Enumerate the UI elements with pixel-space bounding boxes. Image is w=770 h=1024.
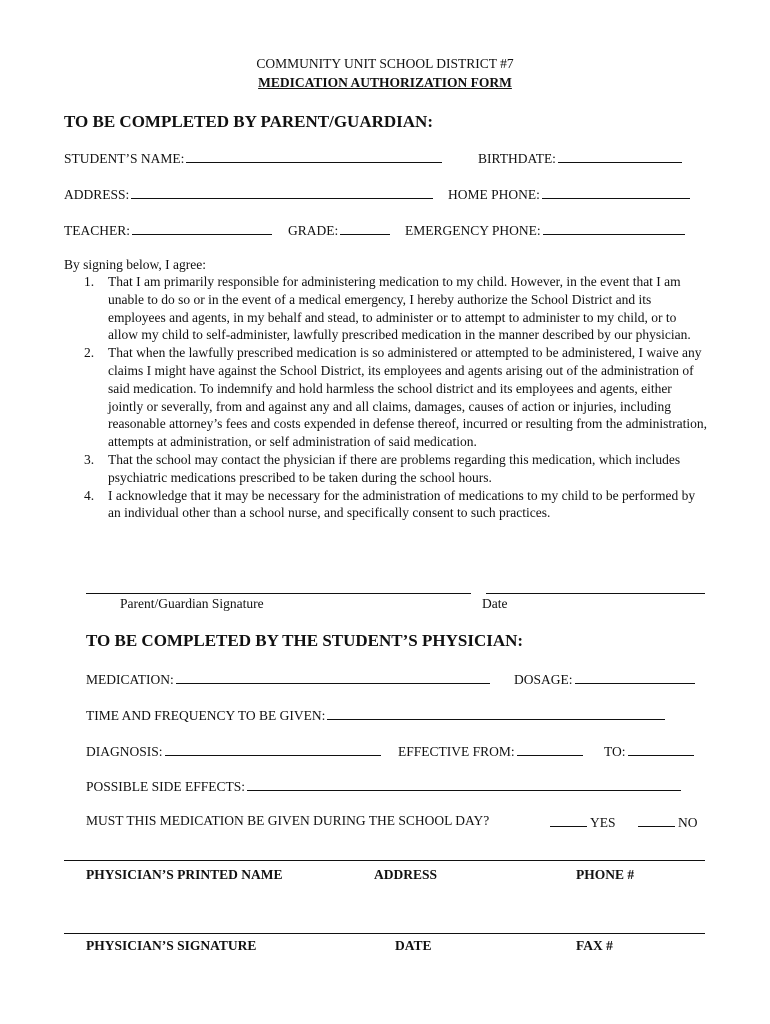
teacher-label: TEACHER: (64, 223, 130, 238)
emergency-phone-field[interactable] (543, 221, 685, 235)
side-effects-label: POSSIBLE SIDE EFFECTS: (86, 779, 246, 794)
diagnosis-field[interactable] (165, 742, 381, 756)
dosage-label: DOSAGE: (514, 672, 573, 687)
teacher-field[interactable] (132, 221, 272, 235)
emergency-phone-label: EMERGENCY PHONE: (405, 223, 541, 238)
home-phone-row (448, 185, 693, 203)
agreement-item (84, 344, 708, 451)
agreement-item (84, 273, 708, 344)
grade-field[interactable] (340, 221, 390, 235)
physician-phone-label: PHONE # (576, 867, 635, 882)
parent-date-line[interactable] (486, 593, 705, 594)
address-row (64, 185, 436, 203)
no-option (636, 813, 698, 831)
yes-label: YES (590, 815, 616, 830)
dosage-row (514, 670, 698, 688)
address-field[interactable] (131, 185, 433, 199)
side-effects-row (86, 777, 684, 795)
time-frequency-row (86, 706, 668, 724)
time-frequency-label: TIME AND FREQUENCY TO BE GIVEN: (86, 708, 326, 723)
emergency-phone-row (405, 221, 688, 239)
yes-field[interactable] (550, 813, 587, 827)
time-frequency-field[interactable] (327, 706, 665, 720)
home-phone-field[interactable] (542, 185, 690, 199)
yes-option (548, 813, 616, 831)
physician-fax-label: FAX # (576, 938, 613, 953)
physician-signature-divider (64, 933, 705, 934)
student-name-row (64, 149, 445, 167)
no-label: NO (678, 815, 698, 830)
effective-to-label: TO: (604, 744, 626, 759)
birthdate-label: BIRTHDATE: (478, 151, 556, 166)
effective-from-field[interactable] (517, 742, 583, 756)
agreement-item-number: 1. (84, 274, 95, 289)
agreement-item-number: 4. (84, 487, 95, 503)
student-name-label: STUDENT’S NAME: (64, 151, 185, 166)
no-field[interactable] (638, 813, 675, 827)
physician-printed-name-label: PHYSICIAN’S PRINTED NAME (86, 867, 283, 882)
grade-label: GRADE: (288, 223, 339, 238)
agreement-intro: By signing below, I agree: (64, 257, 206, 272)
medication-field[interactable] (176, 670, 490, 684)
side-effects-field[interactable] (247, 777, 681, 791)
district-name: COMMUNITY UNIT SCHOOL DISTRICT #7 (256, 56, 514, 71)
physician-info-divider (64, 860, 705, 861)
birthdate-row (478, 149, 685, 167)
medication-label: MEDICATION: (86, 672, 174, 687)
agreement-item-text: That I am primarily responsible for administering medication to my child. However, in the event that I am unable to do so or in the event of a medical emergency, I hereby authorize the School District and its employees and agents, in my behalf and stead, to administer or to attempt to administer to my child, or to allow my child to self-administer, lawfully prescribed medication in the manner described by our physician. (108, 274, 691, 343)
agreement-item-text: That when the lawfully prescribed medication is so administered or attempted to be administered, I waive any claims I might have against the School District, its employees and agents arising out of the administration of said medication. To indemnify and hold harmless the school district and its employees and agents, either jointly or severally, from and against any and all claims, damages, causes of action or injuries, including reasonable attorney’s fees and costs expended in defense thereof, incurred or resulting from the administration, attempts at administration, or self administration of said medication. (108, 345, 708, 450)
diagnosis-row (86, 742, 384, 760)
effective-to-field[interactable] (628, 742, 694, 756)
diagnosis-label: DIAGNOSIS: (86, 744, 163, 759)
parent-signature-caption: Parent/Guardian Signature (120, 596, 264, 611)
effective-from-label: EFFECTIVE FROM: (398, 744, 515, 759)
teacher-row (64, 221, 275, 239)
agreement-item-number: 3. (84, 451, 95, 467)
dosage-field[interactable] (575, 670, 695, 684)
school-day-question: MUST THIS MEDICATION BE GIVEN DURING THE SCHOOL DAY? (86, 813, 490, 828)
form-title: MEDICATION AUTHORIZATION FORM (258, 75, 512, 90)
agreement-list (84, 273, 708, 522)
birthdate-field[interactable] (558, 149, 682, 163)
effective-to-row (604, 742, 697, 760)
home-phone-label: HOME PHONE: (448, 187, 540, 202)
parent-section-heading: TO BE COMPLETED BY PARENT/GUARDIAN: (64, 112, 433, 131)
parent-signature-line[interactable] (86, 593, 471, 594)
agreement-item-text: I acknowledge that it may be necessary for the administration of medications to my child to be performed by an individual other than a school nurse, and specifically consent to such practices. (108, 487, 696, 521)
parent-date-caption: Date (482, 596, 508, 611)
physician-signature-label: PHYSICIAN’S SIGNATURE (86, 938, 257, 953)
agreement-item (84, 451, 708, 487)
agreement-item-number: 2. (84, 345, 95, 361)
medication-row (86, 670, 493, 688)
agreement-item-text: That the school may contact the physician if there are problems regarding this medication, which includes psychiatric medications prescribed to be taken during the school hours. (108, 451, 681, 485)
physician-date-label: DATE (395, 938, 432, 953)
physician-section-heading: TO BE COMPLETED BY THE STUDENT’S PHYSICIAN: (86, 631, 524, 650)
effective-from-row (398, 742, 586, 760)
student-name-field[interactable] (186, 149, 442, 163)
agreement-item (84, 487, 708, 523)
address-label: ADDRESS: (64, 187, 130, 202)
grade-row (288, 221, 393, 239)
physician-address-label: ADDRESS (374, 867, 438, 882)
